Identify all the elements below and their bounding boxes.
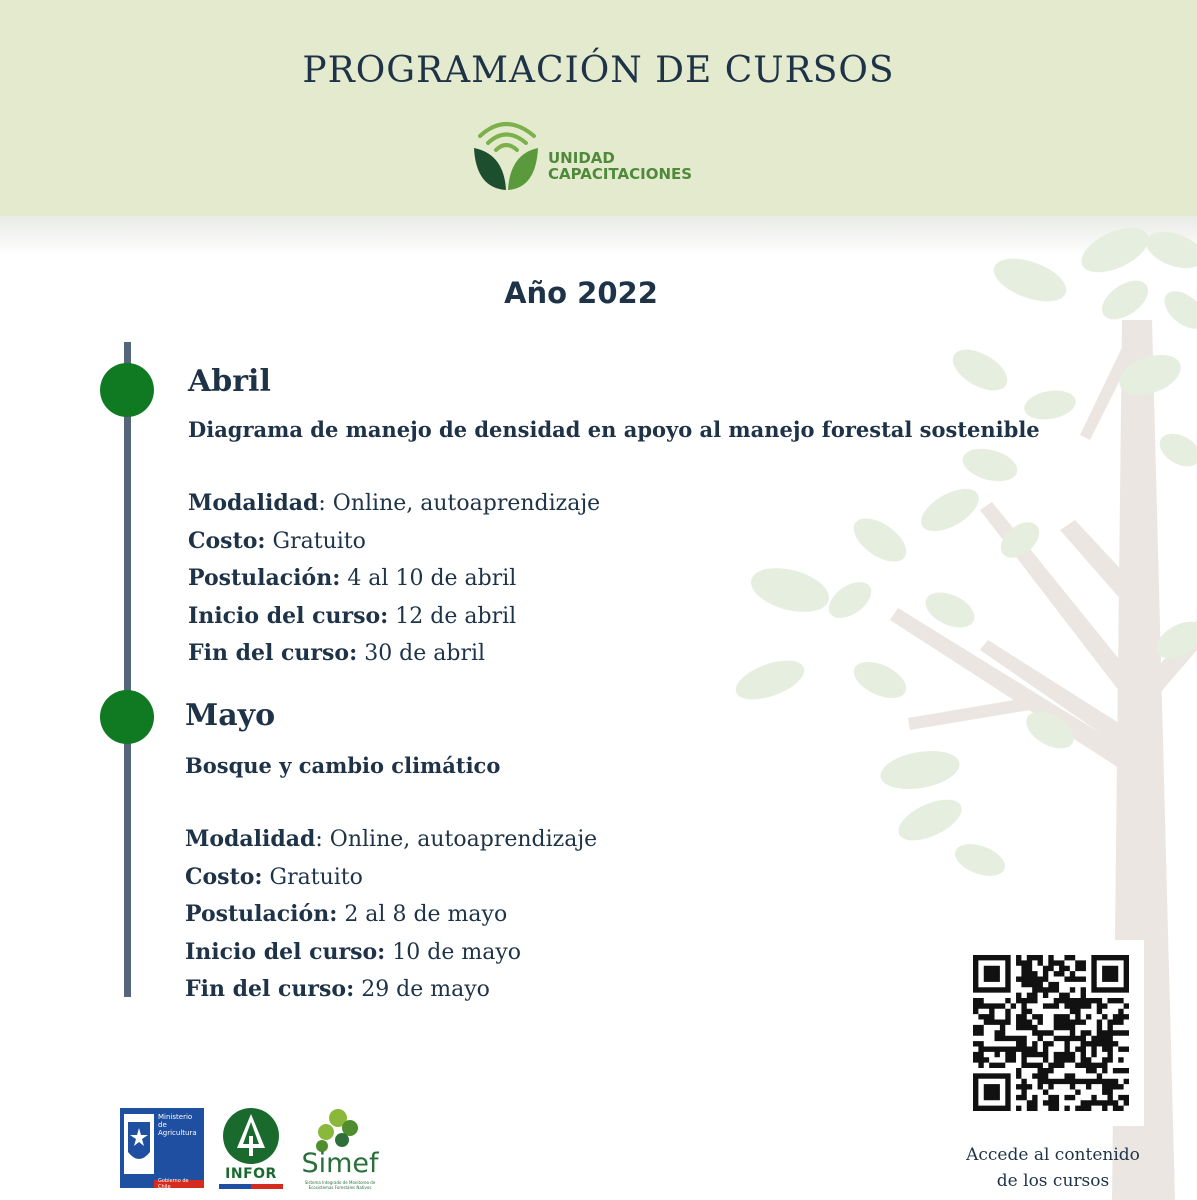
qr-finder-pattern [973, 955, 1011, 993]
detail-label: Inicio del curso: [185, 938, 386, 965]
detail-value: 30 de abril [357, 641, 486, 666]
detail-value: Gratuito [265, 528, 366, 554]
detail-value: 2 al 8 de mayo [337, 902, 508, 927]
detail-value: 10 de mayo [385, 939, 522, 965]
detail-value: 4 al 10 de abril [340, 566, 517, 591]
detail-label: Modalidad [188, 490, 319, 516]
qr-finder-pattern [1091, 955, 1129, 993]
year-heading: Año 2022 [504, 276, 658, 310]
detail-value: 29 de mayo [354, 977, 490, 1002]
detail-modalidad [188, 485, 600, 523]
detail-postulacion [188, 560, 600, 598]
timeline-dot-abril [100, 363, 154, 417]
logo-wordmark [548, 150, 692, 182]
ministerio-line-2: Agricultura [158, 1129, 197, 1137]
qr-caption-line-2: de los cursos [996, 1171, 1110, 1191]
detail-postulacion [185, 896, 597, 934]
detail-label: Modalidad [185, 826, 316, 852]
logo-line-1: UNIDAD [548, 149, 615, 167]
course-title-abril: Diagrama de manejo de densidad en apoyo al manejo forestal sostenible [188, 417, 1040, 442]
detail-label: Fin del curso: [188, 640, 358, 666]
gobierno-text: Gobierno de Chile [158, 1178, 189, 1190]
infor-wordmark: INFOR [225, 1166, 277, 1182]
page-title: PROGRAMACIÓN DE CURSOS [302, 50, 895, 91]
detail-costo [188, 523, 600, 561]
detail-label: Costo: [185, 863, 263, 890]
qr-caption-line-1: Accede al contenido [966, 1145, 1140, 1165]
course-details-mayo [185, 821, 597, 1009]
detail-value: Gratuito [262, 864, 363, 890]
qr-finder-pattern [973, 1073, 1011, 1111]
course-title-mayo: Bosque y cambio climático [185, 753, 501, 778]
detail-label: Postulación: [188, 565, 341, 591]
ministerio-line-1: Ministerio de [158, 1113, 193, 1129]
simef-wordmark: Simef [301, 1148, 379, 1179]
ministerio-text [158, 1113, 202, 1137]
timeline-dot-mayo [100, 690, 154, 744]
course-details-abril [188, 485, 600, 673]
leaf-right-icon [508, 148, 538, 190]
leaf-left-icon [474, 148, 506, 190]
detail-inicio [185, 934, 597, 972]
detail-fin [185, 971, 597, 1009]
detail-label: Fin del curso: [185, 976, 355, 1002]
month-heading-mayo: Mayo [185, 698, 276, 733]
detail-value: : Online, autoaprendizaje [318, 491, 601, 516]
month-heading-abril: Abril [188, 364, 271, 399]
detail-label: Inicio del curso: [188, 602, 389, 629]
detail-label: Costo: [188, 527, 266, 554]
detail-value: 12 de abril [388, 603, 517, 629]
detail-costo [185, 859, 597, 897]
detail-value: : Online, autoaprendizaje [315, 827, 598, 852]
detail-label: Postulación: [185, 901, 338, 927]
logo-line-2: CAPACITACIONES [548, 165, 693, 183]
detail-fin [188, 635, 600, 673]
simef-subtitle: Sistema Integrado de Monitoreo de Ecosistemas Forestales Nativos [304, 1180, 376, 1190]
timeline-line [124, 342, 131, 997]
qr-caption [948, 1142, 1158, 1194]
qr-code[interactable] [958, 940, 1144, 1126]
detail-inicio [188, 598, 600, 636]
detail-modalidad [185, 821, 597, 859]
